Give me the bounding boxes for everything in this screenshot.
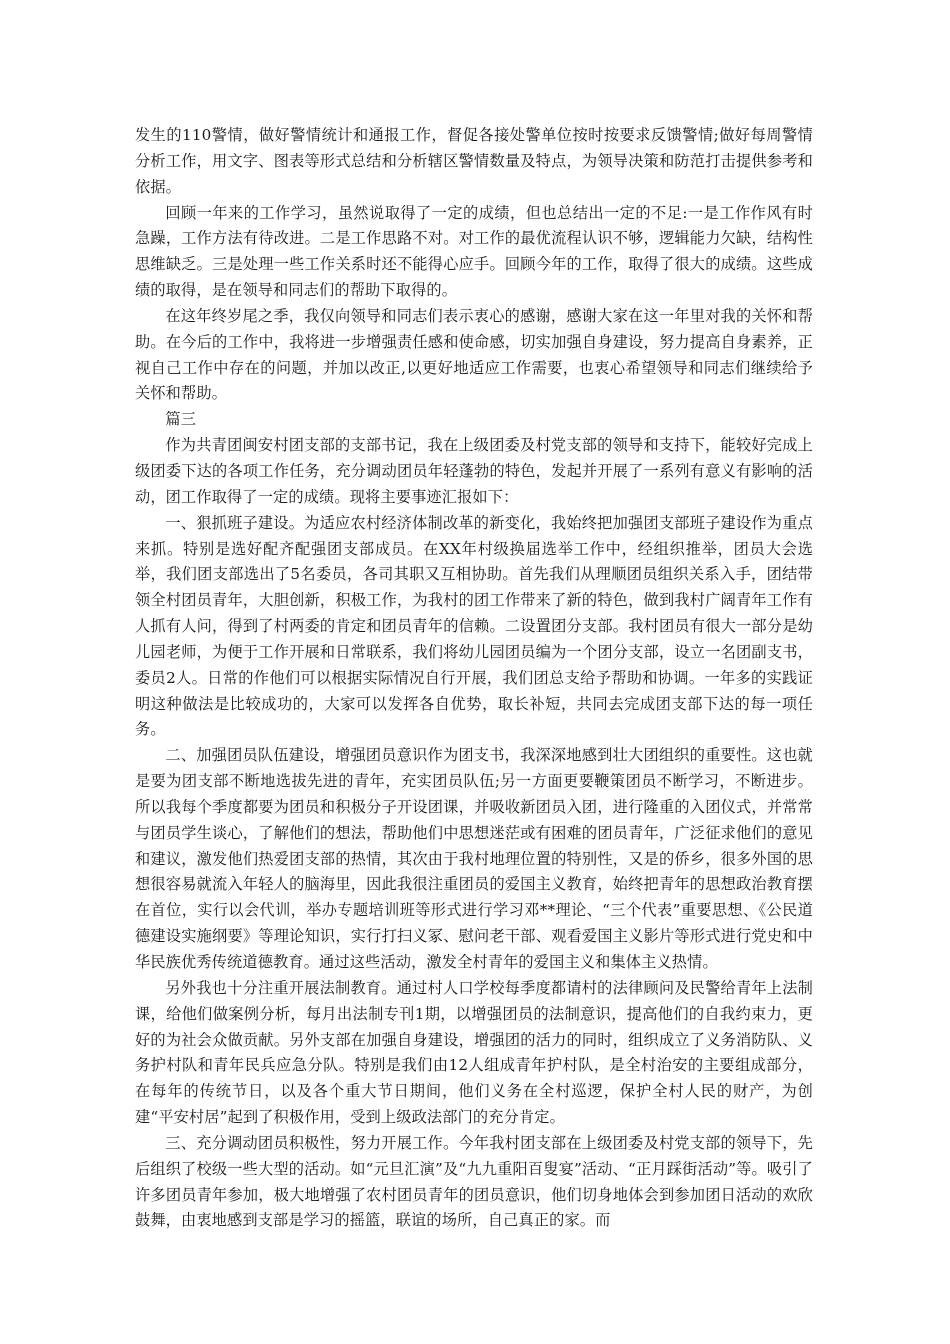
paragraph-team-building: 一、狠抓班子建设。为适应农村经济体制改革的新变化，我始终把加强团支部班子建设作为重点来抓。特别是选好配齐配强团支部成员。在XX年村级换届选举工作中，经组织推举，团员大会选举，我们团支部选出了5名委员，各司其职又互相协助。首先我们从理顺团员组织关系入手，团结带领全村团员青年，大胆创新，积极工作，为我村的团工作带来了新的特色，做到我村广阔青年工作有人抓有人问，得到了村两委的肯定和团员青年的信赖。二设置团分支部。我村团员有很大一部分是幼儿园老师，为便于工作开展和日常联系，我们将幼儿园团员编为一个团分支部，设立一名团副支书，委员2人。日常的作他们可以根据实际情况自行开展，我们团总支给予帮助和协调。一年多的实践证明这种做法是比较成功的，大家可以发挥各自优势，取长补短，共同去完成团支部下达的每一项任务。 [135, 513, 813, 739]
paragraph-member-ranks: 二、加强团员队伍建设，增强团员意识作为团支书，我深深地感到壮大团组织的重要性。这也就是要为团支部不断地选拔先进的青年，充实团员队伍;另一方面更要鞭策团员不断学习，不断进步。所以我每个季度都要为团员和积极分子开设团课，并吸收新团员入团，进行隆重的入团仪式，并常常与团员学生谈心，了解他们的想法，帮助他们中思想迷茫或有困难的团员青年，广泛征求他们的意见和建议，激发他们热爱团支部的热情，其次由于我村地理位置的特别性，又是的侨乡，很多外国的思想很容易就流入年轻人的脑海里，因此我很注重团员的爱国主义教育，始终把青年的思想政治教育摆在首位，实行以会代训，举办专题培训班等形式进行学习邓**理论、“三个代表”重要思想、《公民道德建设实施纲要》等理论知识，实行打扫义冢、慰问老干部、观看爱国主义影片等形式进行党史和中华民族优秀传统道德教育。通过这些活动，激发全村青年的爱国主义和集体主义热情。 [135, 746, 813, 971]
paragraph-intro-branch-secretary: 作为共青团闽安村团支部的支部书记，我在上级团委及村党支部的领导和支持下，能较好完成上级团委下达的各项工作任务，充分调动团员年轻蓬勃的特色，发起并开展了一系列有意义有影响的活动，团工作取得了一定的成绩。现将主要事迹汇报如下： [135, 436, 813, 506]
paragraph-activities: 三、充分调动团员积极性，努力开展工作。今年我村团支部在上级团委及村党支部的领导下，先后组织了校级一些大型的活动。如“元旦汇演”及“九九重阳百叟宴”活动、“正月踩街活动”等。吸引了许多团员青年参加，极大地增强了农村团员青年的团员意识，他们切身地体会到参加团日活动的欢欣鼓舞，由衷地感到支部是学习的摇篮，联谊的场所，自己真正的家。而 [135, 1133, 813, 1230]
paragraph-thanks: 在这年终岁尾之季，我仅向领导和同志们表示衷心的感谢，感谢大家在这一年里对我的关怀和帮助。在今后的工作中，我将进一步增强责任感和使命感，切实加强自身建设，努力提高自身素养，正视自己工作中存在的问题，并加以改正,以更好地适应工作需要，也衷心希望领导和同志们继续给予关怀和帮助。 [135, 306, 813, 403]
paragraph-110-alerts: 发生的110警情，做好警情统计和通报工作，督促各接处警单位按时按要求反馈警情;做好每周警情分析工作，用文字、图表等形式总结和分析辖区警情数量及特点，为领导决策和防范打击提供参考和依据。 [135, 126, 813, 196]
section-heading-part-three: 篇三 [165, 410, 197, 429]
paragraph-legal-education: 另外我也十分注重开展法制教育。通过村人口学校每季度都请村的法律顾问及民警给青年上法制课，给他们做案例分析，每月出法制专刊1期，以增强团员的法制意识，提高他们的自我约束力，更好的为社会众做贡献。另外支部在加强自身建设，增强团的活力的同时，组织成立了义务消防队、义务护村队和青年民兵应急分队。特别是我们由12人组成青年护村队，是全村治安的主要组成部分，在每年的传统节日，以及各个重大节日期间，他们义务在全村巡逻，保护全村人民的财产，为创建“平安村居”起到了积极作用，受到上级政法部门的充分肯定。 [135, 978, 813, 1127]
document-body [135, 123, 813, 1234]
paragraph-year-review: 回顾一年来的工作学习，虽然说取得了一定的成绩，但也总结出一定的不足:一是工作作风有时急躁，工作方法有待改进。二是工作思路不对。对工作的最优流程认识不够，逻辑能力欠缺，结构性思维缺乏。三是处理一些工作关系时还不能得心应手。回顾今年的工作，取得了很大的成绩。这些成绩的取得，是在领导和同志们的帮助下取得的。 [135, 203, 813, 300]
